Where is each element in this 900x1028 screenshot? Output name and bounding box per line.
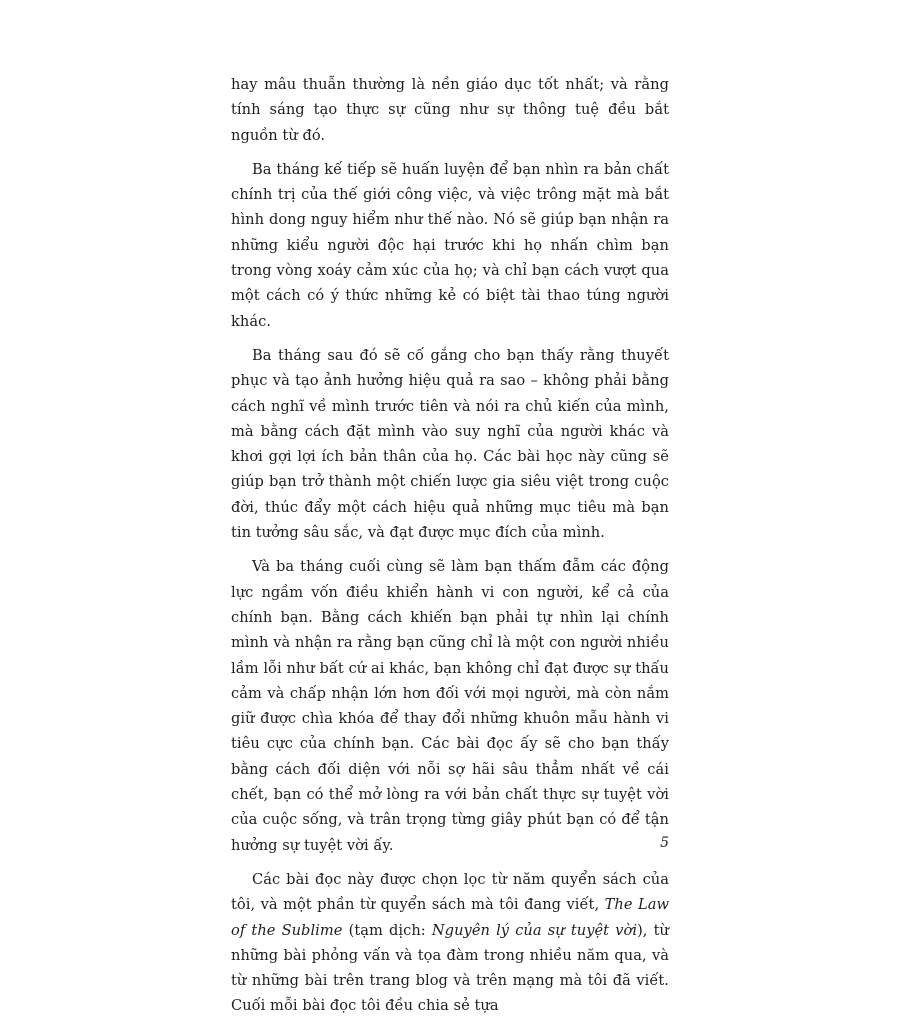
sources-text-part3: ), từ những bài phỏng vấn và tọa đàm trong nhiều năm qua, và từ những bài trên trang blog và trên mạng mà tôi đã viết. Cuối mỗi bài đọc tôi đều chia sẻ tựa (231, 921, 669, 1015)
translated-title: Nguyên lý của sự tuyệt vời (431, 921, 638, 939)
paragraph-next-three-months: Ba tháng kế tiếp sẽ huấn luyện để bạn nhìn ra bản chất chính trị của thế giới công việc, và việc trông mặt mà bắt hình dong nguy hiểm như thế nào. Nó sẽ giúp bạn nhận ra những kiểu người độc hại trước khi họ nhấn chìm bạn trong vòng xoáy cảm xúc của họ; và chỉ bạn cách vượt qua một cách có ý thức những kẻ có biệt tài thao túng người khác. (231, 160, 669, 330)
paragraph-continuation: hay mâu thuẫn thường là nền giáo dục tốt nhất; và rằng tính sáng tạo thực sự cũng như sự thông tuệ đều bắt nguồn từ đó. (231, 76, 669, 144)
paragraph-following-three-months: Ba tháng sau đó sẽ cố gắng cho bạn thấy rằng thuyết phục và tạo ảnh hưởng hiệu quả ra sao – không phải bằng cách nghĩ về mình trước tiên và nói ra chủ kiến của mình, mà bằng cách đặt mình vào suy nghĩ của người khác và khơi gợi lợi ích bản thân của họ. Các bài học này cũng sẽ giúp bạn trở thành một chiến lược gia siêu việt trong cuộc đời, thúc đẩy một cách hiệu quả những mục tiêu mà bạn tin tưởng sâu sắc, và đạt được mục đích của mình. (231, 346, 669, 542)
page-number: 5 (660, 835, 669, 851)
paragraph-sources (231, 867, 669, 1019)
sources-text-part2: (tạm dịch: (342, 921, 432, 939)
paragraph-final-three-months: Và ba tháng cuối cùng sẽ làm bạn thấm đẫm các động lực ngầm vốn điều khiển hành vi con người, kể cả của chính bạn. Bằng cách khiến bạn phải tự nhìn lại chính mình và nhận ra rằng bạn cũng chỉ là một con người nhiều lầm lỗi như bất cứ ai khác, bạn không chỉ đạt được sự thấu cảm và chấp nhận lớn hơn đối với mọi người, mà còn nắm giữ được chìa khóa để thay đổi những khuôn mẫu hành vi tiêu cực của chính bạn. Các bài đọc ấy sẽ cho bạn thấy bằng cách đối diện với nỗi sợ hãi sâu thẳm nhất về cái chết, bạn có thể mở lòng ra với bản chất thực sự tuyệt vời của cuộc sống, và trân trọng từng giây phút bạn có để tận hưởng sự tuyệt vời ấy. (231, 558, 669, 854)
sources-text-part1: Các bài đọc này được chọn lọc từ năm quyển sách của tôi, và một phần từ quyển sách mà tôi đang viết, (231, 870, 669, 914)
body-text (231, 72, 669, 1028)
book-title: The Law of the Sublime (231, 896, 669, 939)
